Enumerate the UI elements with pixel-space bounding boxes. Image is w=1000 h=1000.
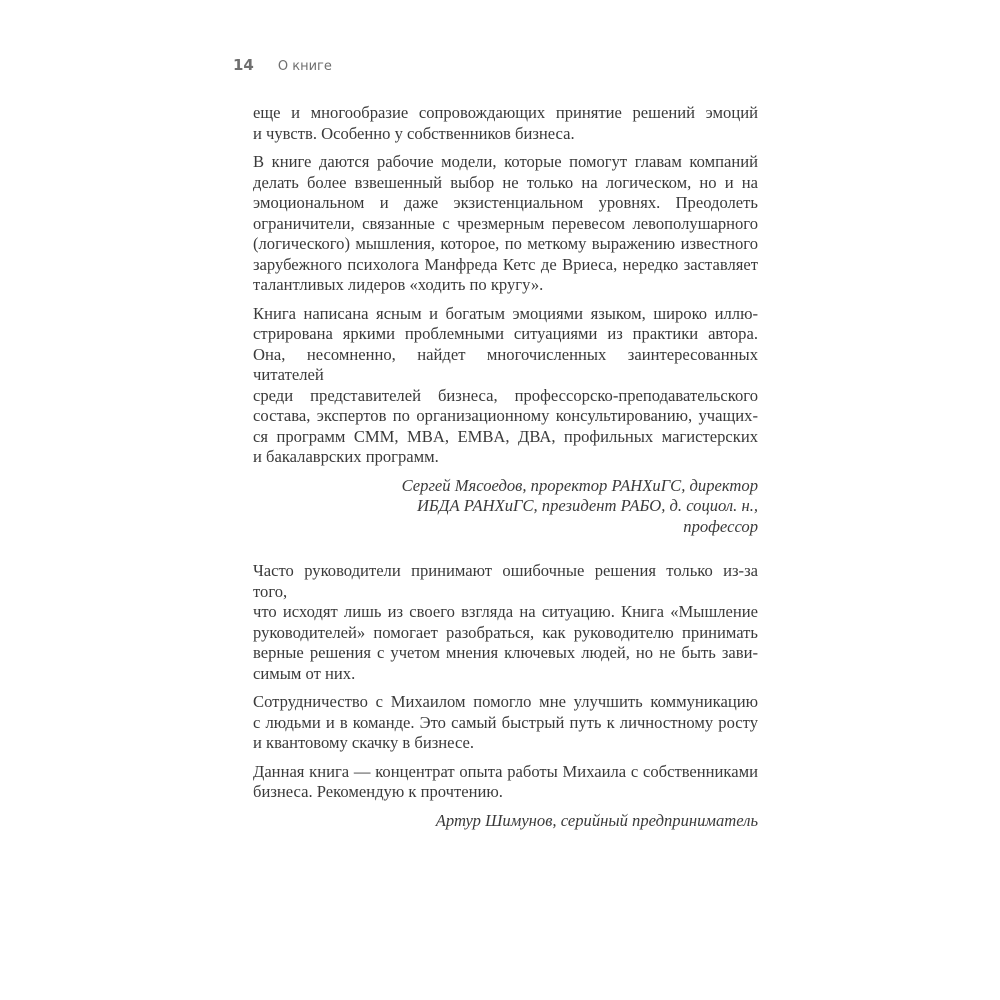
text-line: Она, несомненно, найдет многочисленных заинтересованных читателей — [253, 344, 758, 384]
text-line: Часто руководители принимают ошибочные решения только из-за того, — [253, 561, 758, 601]
text-line: что исходят лишь из своего взгляда на ситуацию. Книга «Мышление — [253, 602, 758, 621]
review-separator — [253, 545, 758, 561]
text-line: стрирована яркими проблемными ситуациями из практики автора. — [253, 324, 758, 343]
page-body — [253, 103, 758, 839]
text-line: бизнеса. Рекомендую к прочтению. — [253, 782, 503, 801]
text-line: (логического) мышления, которое, по меткому выражению известного — [253, 234, 758, 253]
text-line: В книге даются рабочие модели, которые помогут главам компаний — [253, 152, 758, 171]
review2-signature — [253, 811, 758, 832]
signature-line: Сергей Мясоедов, проректор РАНХиГС, директор — [401, 475, 758, 495]
section-title: О книге — [277, 59, 332, 74]
text-line: эмоциональном и даже экзистенциальном уровнях. Преодолеть — [253, 193, 758, 212]
text-line: Сотрудничество с Михаилом помогло мне улучшить коммуникацию — [253, 692, 758, 711]
signature-line: профессор — [683, 516, 758, 536]
text-line: делать более взвешенный выбор не только на логическом, но и на — [253, 172, 758, 192]
review2-paragraph-3 — [253, 762, 758, 803]
signature-line: ИБДА РАНХиГС, президент РАБО, д. социол. н., — [416, 496, 758, 515]
signature-line: Артур Шимунов, серийный предприниматель — [435, 810, 758, 830]
text-line: и квантовому скачку в бизнесе. — [253, 733, 475, 752]
text-line: и чувств. Особенно у собственников бизнеса. — [253, 123, 575, 143]
text-line: ограничители, связанные с чрезмерным перевесом левополушарного — [253, 213, 758, 233]
text-line: среди представителей бизнеса, профессорско-преподавательского — [253, 385, 758, 405]
review1-signature — [253, 476, 758, 538]
text-line: еще и многообразие сопровождающих принятие решений эмоций — [253, 103, 758, 122]
text-line: руководителей» помогает разобраться, как руководителю принимать — [253, 622, 758, 642]
review2-paragraph-2 — [253, 692, 758, 754]
page-header — [233, 56, 332, 78]
review1-paragraph-1 — [253, 103, 758, 144]
text-line: с людьми и в команде. Это самый быстрый путь к личностному росту — [253, 712, 758, 732]
page-number: 14 — [233, 56, 254, 74]
text-line: состава, экспертов по организационному консультированию, учащих- — [253, 406, 758, 425]
review1-paragraph-2 — [253, 152, 758, 296]
text-line: ся программ CMM, MBA, EMBA, ДВА, профильных магистерских — [253, 426, 758, 446]
text-line: Книга написана ясным и богатым эмоциями языком, широко иллю- — [253, 303, 758, 323]
text-line: верные решения с учетом мнения ключевых людей, но не быть зави- — [253, 643, 758, 662]
text-line: и бакалаврских программ. — [253, 447, 439, 466]
text-line: талантливых лидеров «ходить по кругу». — [253, 275, 544, 294]
review2-paragraph-1 — [253, 561, 758, 684]
text-line: симым от них. — [253, 663, 356, 683]
text-line: зарубежного психолога Манфреда Кетс де Вриеса, нередко заставляет — [253, 254, 758, 274]
review1-paragraph-3 — [253, 304, 758, 468]
text-line: Данная книга — концентрат опыта работы Михаила с собственниками — [253, 761, 758, 781]
